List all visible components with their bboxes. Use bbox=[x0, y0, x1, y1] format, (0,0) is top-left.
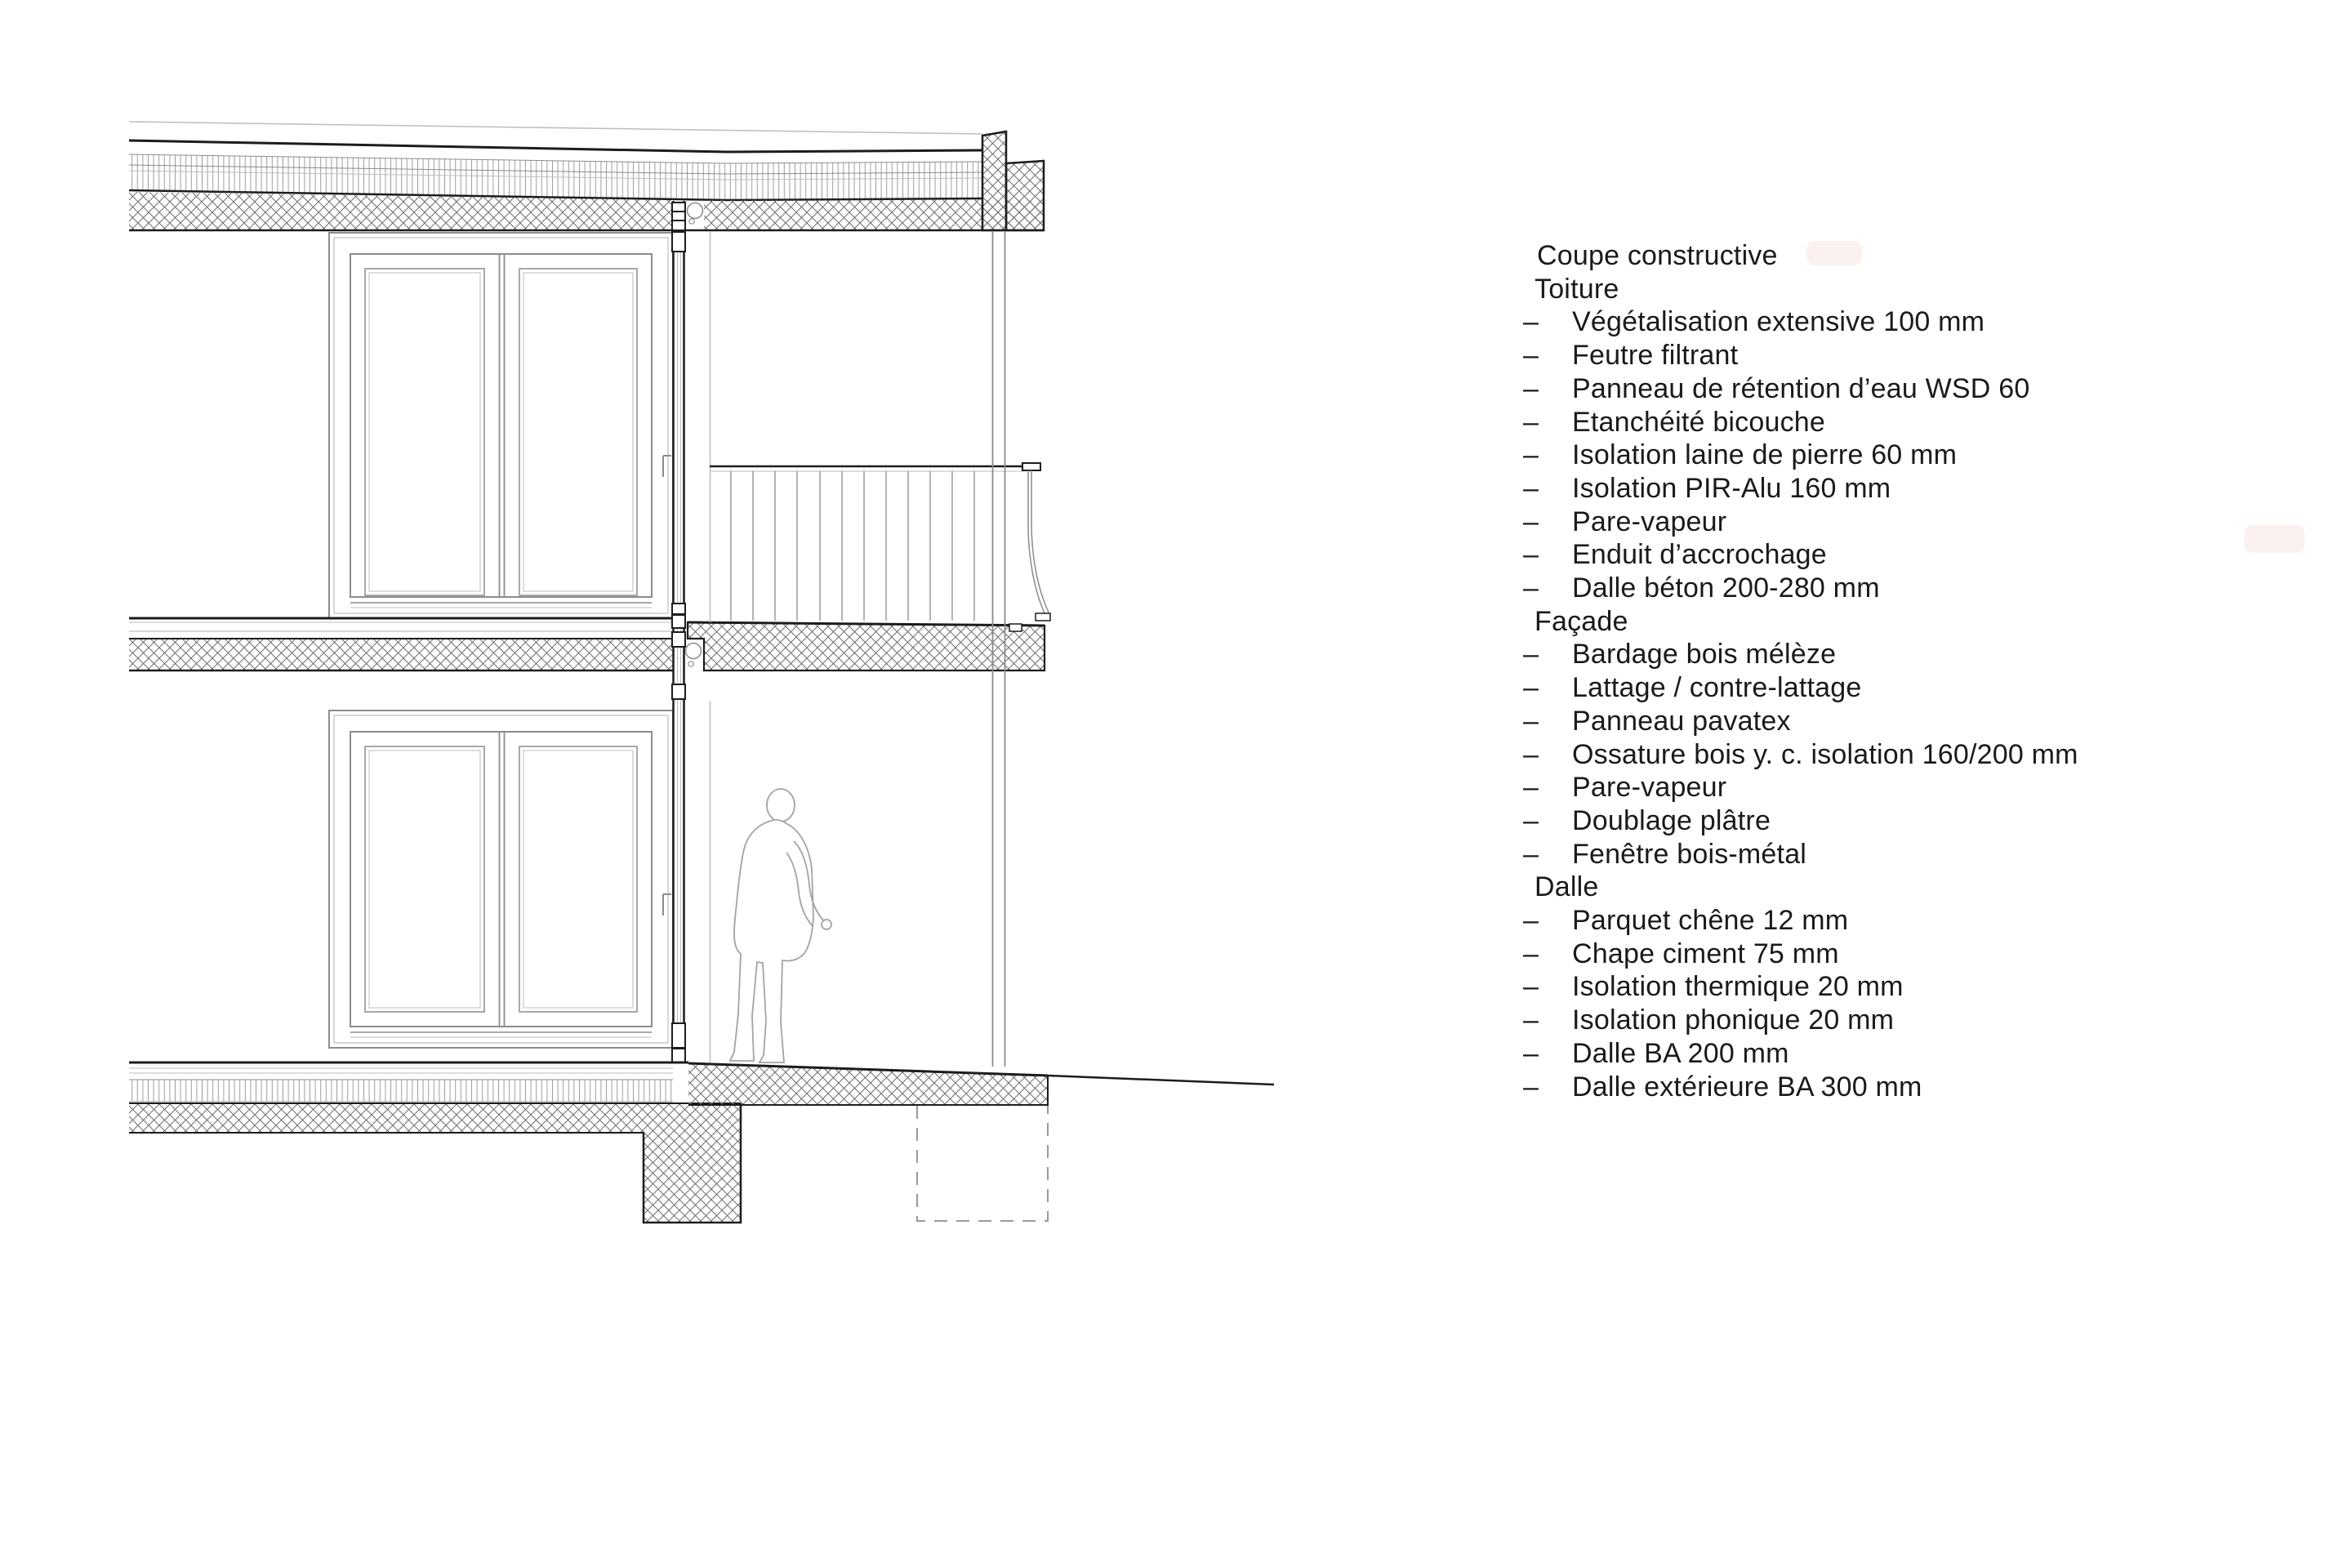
legend-item bbox=[1523, 339, 2242, 372]
dash-bullet: – bbox=[1523, 1071, 1539, 1102]
dash-bullet: – bbox=[1523, 539, 1539, 571]
window-upper bbox=[329, 233, 673, 618]
dash-bullet: – bbox=[1523, 639, 1539, 670]
legend-item bbox=[1523, 506, 2242, 539]
legend-item bbox=[1523, 1004, 2242, 1037]
legend-item-label: Fenêtre bois-métal bbox=[1572, 838, 1807, 870]
parapet-step-block bbox=[1006, 161, 1044, 230]
legend-item-label: Panneau pavatex bbox=[1572, 705, 1791, 737]
mid-floor-concrete-hatch bbox=[129, 639, 673, 670]
legend-section-header: Façade bbox=[1535, 605, 1628, 637]
legend-item-label: Ossature bois y. c. isolation 160/200 mm bbox=[1572, 738, 2078, 770]
redaction-box bbox=[1806, 241, 1862, 265]
legend bbox=[1523, 239, 2242, 1103]
dash-bullet: – bbox=[1523, 772, 1539, 804]
dash-bullet: – bbox=[1523, 372, 1539, 404]
legend-item-label: Lattage / contre-lattage bbox=[1572, 672, 1862, 704]
legend-section-header: Toiture bbox=[1535, 273, 1619, 305]
dash-bullet: – bbox=[1523, 938, 1539, 969]
window-handle-lower bbox=[663, 894, 671, 915]
railing-slats bbox=[731, 471, 974, 621]
legend-item bbox=[1523, 305, 2242, 339]
dash-bullet: – bbox=[1523, 705, 1539, 737]
legend-item bbox=[1523, 705, 2242, 738]
ground-assembly bbox=[129, 1062, 1274, 1223]
foundation-wall-hatch bbox=[644, 1133, 741, 1223]
legend-item bbox=[1523, 472, 2242, 506]
window-pane-right bbox=[519, 269, 637, 595]
balcony-drip-notch bbox=[1009, 624, 1022, 631]
legend-item-label: Chape ciment 75 mm bbox=[1572, 938, 1839, 969]
legend-item bbox=[1523, 638, 2242, 671]
parapet-block bbox=[982, 131, 1006, 230]
legend-item-label: Enduit d’accrochage bbox=[1572, 539, 1827, 571]
legend-item bbox=[1523, 572, 2242, 605]
interior-slab-hatch bbox=[129, 1103, 741, 1133]
legend-item bbox=[1523, 970, 2242, 1004]
legend-item bbox=[1523, 671, 2242, 705]
roof-blind-box-small-circle bbox=[689, 219, 694, 224]
dash-bullet: – bbox=[1523, 1037, 1539, 1069]
dash-bullet: – bbox=[1523, 506, 1539, 537]
footing-dashed-outline bbox=[917, 1106, 1048, 1221]
human-figure bbox=[730, 789, 831, 1062]
legend-item bbox=[1523, 372, 2242, 406]
window-pane-right bbox=[519, 746, 637, 1012]
legend-item bbox=[1523, 439, 2242, 472]
dash-bullet: – bbox=[1523, 738, 1539, 770]
screed-hatch-band bbox=[129, 1080, 673, 1102]
window-pane-left bbox=[365, 746, 484, 1012]
legend-item-label: Isolation phonique 20 mm bbox=[1572, 1004, 1895, 1036]
balcony-slab bbox=[688, 622, 1045, 670]
legend-item-label: Dalle BA 200 mm bbox=[1572, 1037, 1789, 1069]
legend-item bbox=[1523, 738, 2242, 772]
legend-item-label: Pare-vapeur bbox=[1572, 506, 1727, 537]
legend-section-header: Dalle bbox=[1535, 871, 1599, 903]
railing-post-cap bbox=[1022, 463, 1040, 470]
legend-item bbox=[1523, 538, 2242, 572]
legend-item-label: Isolation laine de pierre 60 mm bbox=[1572, 439, 1958, 471]
dash-bullet: – bbox=[1523, 572, 1539, 604]
legend-item bbox=[1523, 1037, 2242, 1071]
legend-item-label: Végétalisation extensive 100 mm bbox=[1572, 306, 1985, 338]
dash-bullet: – bbox=[1523, 672, 1539, 704]
legend-item bbox=[1523, 771, 2242, 804]
ground-line bbox=[1048, 1076, 1274, 1085]
dash-bullet: – bbox=[1523, 905, 1539, 937]
window-lower bbox=[329, 710, 673, 1048]
legend-item-label: Isolation thermique 20 mm bbox=[1572, 971, 1904, 1003]
legend-item-label: Bardage bois mélèze bbox=[1572, 639, 1837, 670]
dash-bullet: – bbox=[1523, 1004, 1539, 1036]
legend-item bbox=[1523, 938, 2242, 971]
legend-list bbox=[1523, 273, 2242, 1104]
dash-bullet: – bbox=[1523, 804, 1539, 836]
window-pane-left bbox=[365, 269, 484, 595]
legend-item bbox=[1523, 904, 2242, 938]
legend-item-label: Etanchéité bicouche bbox=[1572, 406, 1826, 438]
dash-bullet: – bbox=[1523, 472, 1539, 504]
roof-assembly bbox=[129, 122, 1044, 230]
roof-waterproofing-line bbox=[129, 140, 982, 152]
roof-blind-box-circle bbox=[688, 203, 703, 219]
mid-blind-box-circle bbox=[686, 644, 702, 659]
redaction-box bbox=[2244, 525, 2305, 553]
legend-item-label: Dalle béton 200-280 mm bbox=[1572, 572, 1880, 604]
railing-outer-post bbox=[1028, 470, 1045, 615]
dash-bullet: – bbox=[1523, 971, 1539, 1003]
legend-title: Coupe constructive bbox=[1537, 240, 1778, 271]
dash-bullet: – bbox=[1523, 838, 1539, 870]
legend-item-label: Panneau de rétention d’eau WSD 60 bbox=[1572, 372, 2030, 404]
legend-item bbox=[1523, 838, 2242, 871]
legend-item bbox=[1523, 1071, 2242, 1104]
legend-item-label: Pare-vapeur bbox=[1572, 772, 1727, 804]
dash-bullet: – bbox=[1523, 439, 1539, 471]
dash-bullet: – bbox=[1523, 406, 1539, 438]
window-handle-upper bbox=[663, 456, 671, 477]
legend-item-label: Feutre filtrant bbox=[1572, 340, 1739, 372]
legend-item-label: Isolation PIR-Alu 160 mm bbox=[1572, 472, 1891, 504]
mid-floor-slab bbox=[129, 618, 673, 670]
dash-bullet: – bbox=[1523, 306, 1539, 338]
railing-post-foot bbox=[1036, 613, 1050, 621]
legend-item bbox=[1523, 804, 2242, 838]
roof-vegetation-surface-line bbox=[129, 122, 982, 134]
legend-item-label: Doublage plâtre bbox=[1572, 804, 1771, 836]
dash-bullet: – bbox=[1523, 340, 1539, 372]
legend-item-label: Parquet chêne 12 mm bbox=[1572, 905, 1849, 937]
mid-blind-box-small-circle bbox=[688, 662, 693, 666]
legend-item-label: Dalle extérieure BA 300 mm bbox=[1572, 1071, 1922, 1102]
legend-item bbox=[1523, 406, 2242, 439]
